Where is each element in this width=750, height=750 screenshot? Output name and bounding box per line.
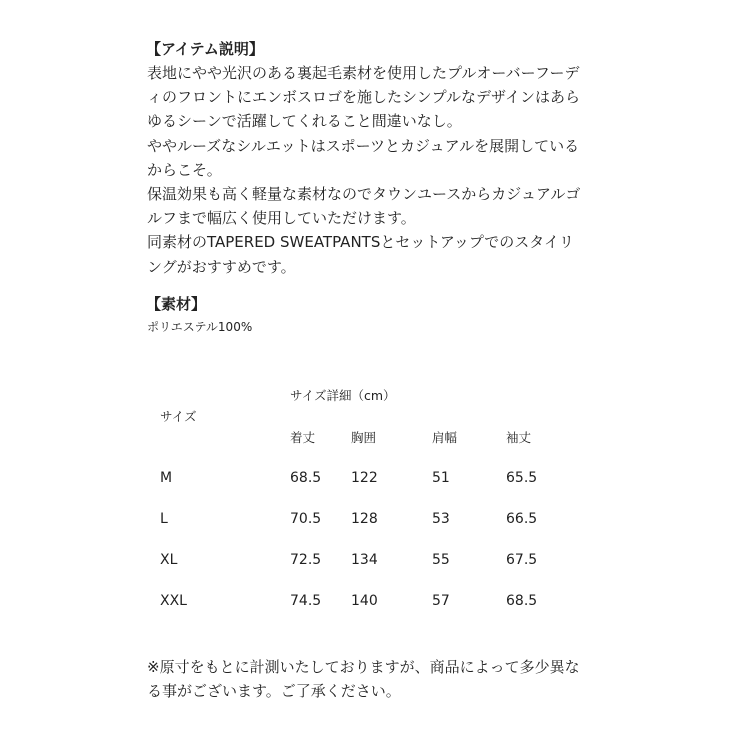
description-line: からこそ。 <box>147 160 222 179</box>
note-line: る事がございます。ご了承ください。 <box>147 682 401 700</box>
shoulder-value: 55 <box>432 552 450 568</box>
sleeve-value: 66.5 <box>506 511 538 527</box>
shoulder-value: 57 <box>432 593 450 609</box>
description-line: 表地にやや光沢のある裏起毛素材を使用したプルオーバーフーデ <box>147 64 580 82</box>
size-header: サイズ <box>160 409 197 424</box>
size-label: L <box>160 511 168 527</box>
item-description-heading: 【アイテム説明】 <box>146 40 264 58</box>
measurement-note <box>147 655 587 703</box>
shoulder-value: 53 <box>432 511 450 527</box>
chest-value: 134 <box>351 552 378 568</box>
length-value: 74.5 <box>290 593 322 609</box>
material-value: ポリエステル100% <box>147 320 253 334</box>
chest-value: 128 <box>351 511 378 527</box>
length-value: 72.5 <box>290 552 322 568</box>
size-detail-header: サイズ詳細（cm） <box>290 388 396 403</box>
chest-value: 122 <box>351 470 378 486</box>
description-line: 保温効果も高く軽量な素材なのでタウンユースからカジュアルゴ <box>147 185 581 204</box>
description-line: ゆるシーンで活躍してくれること間違いなし。 <box>147 112 462 131</box>
description-line: ルフまで幅広く使用していただけます。 <box>147 209 416 228</box>
size-label: XL <box>160 552 178 568</box>
note-line: ※原寸をもとに計測いたしておりますが、商品によって多少異な <box>147 658 580 676</box>
sleeve-value: 67.5 <box>506 552 538 568</box>
column-header-length: 着丈 <box>290 430 316 445</box>
description-line: ィのフロントにエンボスロゴを施したシンプルなデザインはあら <box>147 88 580 107</box>
sleeve-value: 65.5 <box>506 470 538 486</box>
column-header-sleeve: 袖丈 <box>506 430 532 445</box>
sleeve-value: 68.5 <box>506 593 538 609</box>
column-header-shoulder: 肩幅 <box>432 430 458 445</box>
material-heading: 【素材】 <box>146 295 207 313</box>
length-value: 68.5 <box>290 470 322 486</box>
chest-value: 140 <box>351 593 378 609</box>
description-line: 同素材のTAPERED SWEATPANTSとセットアップでのスタイリ <box>147 233 574 252</box>
description-line: ングがおすすめです。 <box>147 257 296 276</box>
item-description-text <box>147 61 587 279</box>
size-label: XXL <box>160 593 187 609</box>
size-label: M <box>160 470 173 486</box>
column-header-chest: 胸囲 <box>351 430 377 445</box>
description-line: ややルーズなシルエットはスポーツとカジュアルを展開している <box>147 136 580 155</box>
length-value: 70.5 <box>290 511 322 527</box>
shoulder-value: 51 <box>432 470 450 486</box>
